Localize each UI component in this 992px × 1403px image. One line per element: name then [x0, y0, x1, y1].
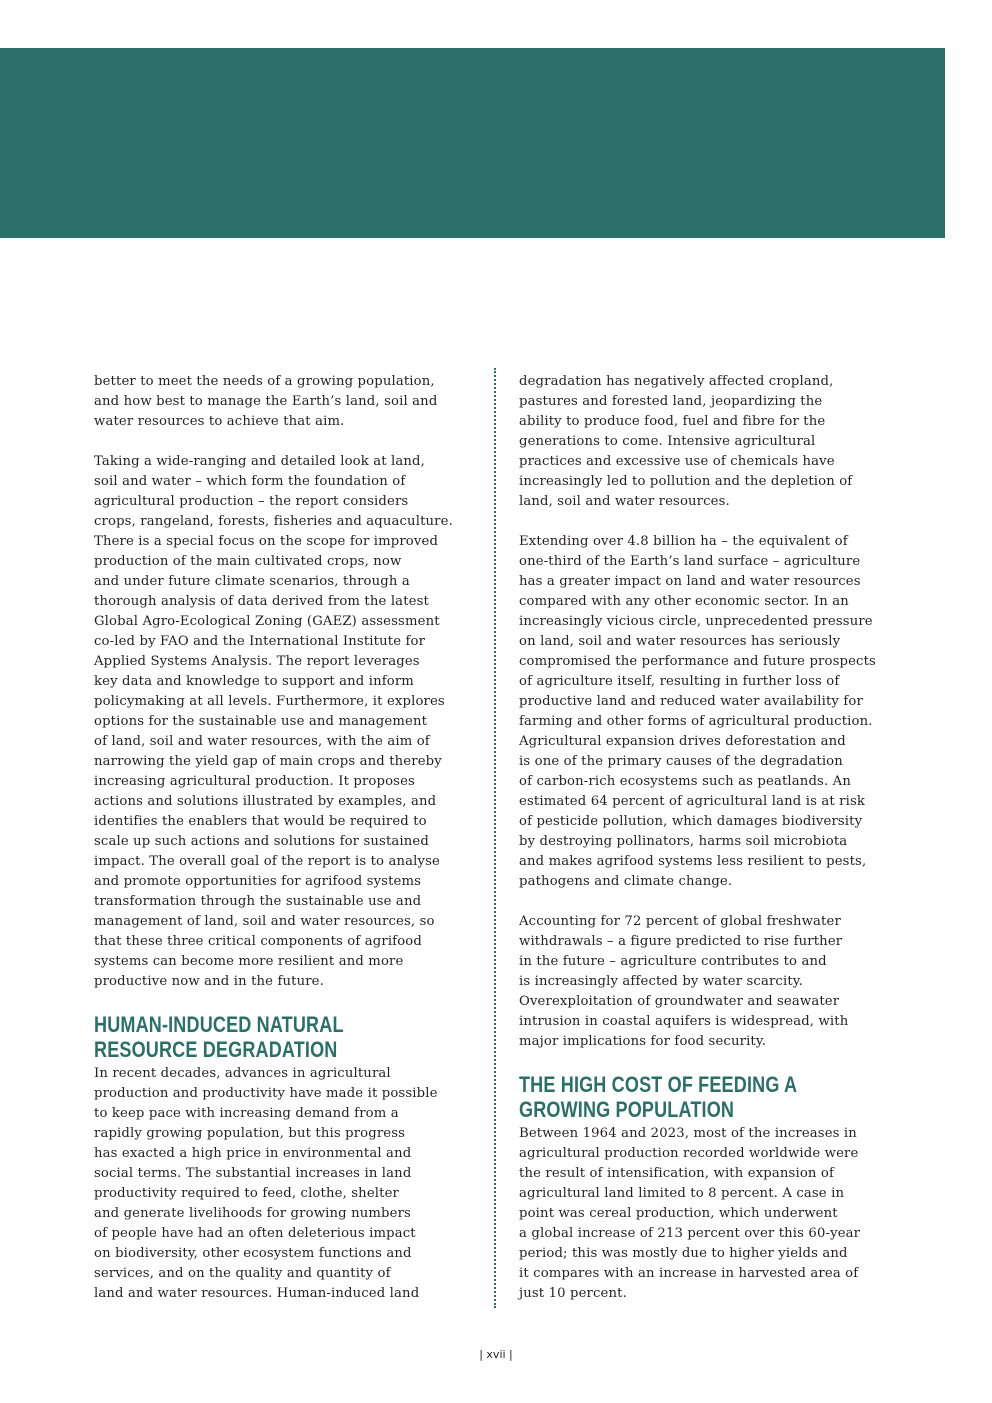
text-line: identifies the enablers that would be required to [94, 814, 427, 829]
right-column [519, 372, 909, 1324]
text-line: scale up such actions and solutions for sustained [94, 834, 429, 849]
text-line: THE HIGH COST OF FEEDING A [519, 1072, 798, 1097]
text-line: Global Agro-Ecological Zoning (GAEZ) assessment [94, 614, 440, 629]
text-line: withdrawals – a figure predicted to rise further [519, 934, 843, 949]
text-line: on land, soil and water resources has seriously [519, 634, 841, 649]
text-line: soil and water – which form the foundation of [94, 474, 406, 489]
text-line: services, and on the quality and quantity of [94, 1266, 391, 1281]
text-line: actions and solutions illustrated by examples, and [94, 794, 437, 809]
column-divider [494, 368, 496, 1308]
text-line: compared with any other economic sector. In an [519, 594, 849, 609]
text-line: systems can become more resilient and more [94, 954, 404, 969]
text-line: of land, soil and water resources, with the aim of [94, 734, 430, 749]
section-heading-high-cost-feeding [519, 1072, 839, 1122]
text-line: a global increase of 213 percent over this 60-year [519, 1226, 861, 1241]
text-line: by destroying pollinators, harms soil microbiota [519, 834, 848, 849]
text-line: In recent decades, advances in agricultural [94, 1066, 391, 1081]
text-line: the result of intensification, with expansion of [519, 1166, 835, 1181]
paragraph [519, 912, 909, 1052]
text-line: agricultural production recorded worldwide were [519, 1146, 859, 1161]
page-number: | xvii | [479, 1348, 513, 1361]
text-line: has exacted a high price in environmental and [94, 1146, 412, 1161]
header-banner [0, 48, 945, 238]
text-line: Applied Systems Analysis. The report leverages [94, 654, 420, 669]
text-line: increasing agricultural production. It proposes [94, 774, 415, 789]
text-line: increasingly vicious circle, unprecedented pressure [519, 614, 873, 629]
text-line: co-led by FAO and the International Institute for [94, 634, 426, 649]
text-line: transformation through the sustainable use and [94, 894, 422, 909]
text-line: has a greater impact on land and water resources [519, 574, 861, 589]
text-line: Overexploitation of groundwater and seawater [519, 994, 840, 1009]
text-line: Between 1964 and 2023, most of the increases in [519, 1126, 857, 1141]
text-line: on biodiversity, other ecosystem functions and [94, 1246, 412, 1261]
text-line: major implications for food security. [519, 1034, 767, 1049]
text-line: Taking a wide-ranging and detailed look at land, [94, 454, 425, 469]
text-line: production of the main cultivated crops, now [94, 554, 402, 569]
text-line: and generate livelihoods for growing numbers [94, 1206, 411, 1221]
text-line: RESOURCE DEGRADATION [94, 1037, 338, 1062]
text-line: is one of the primary causes of the degradation [519, 754, 843, 769]
text-line: HUMAN-INDUCED NATURAL [94, 1012, 344, 1037]
text-line: Accounting for 72 percent of global freshwater [519, 914, 841, 929]
text-line: and how best to manage the Earth’s land, soil and [94, 394, 438, 409]
text-line: intrusion in coastal aquifers is widespread, with [519, 1014, 849, 1029]
paragraph [519, 1124, 909, 1304]
text-line: Extending over 4.8 billion ha – the equivalent of [519, 534, 848, 549]
text-line: degradation has negatively affected cropland, [519, 374, 834, 389]
text-line: farming and other forms of agricultural production. [519, 714, 873, 729]
text-line: of people have had an often deleterious impact [94, 1226, 416, 1241]
text-line: one-third of the Earth’s land surface – agriculture [519, 554, 861, 569]
text-line: productive land and reduced water availability for [519, 694, 863, 709]
text-line: of pesticide pollution, which damages biodiversity [519, 814, 863, 829]
text-line: pastures and forested land, jeopardizing the [519, 394, 823, 409]
text-line: and promote opportunities for agrifood systems [94, 874, 422, 889]
text-line: practices and excessive use of chemicals have [519, 454, 835, 469]
text-line: of agriculture itself, resulting in further loss of [519, 674, 840, 689]
text-line: and under future climate scenarios, through a [94, 574, 410, 589]
text-line: land, soil and water resources. [519, 494, 730, 509]
text-line: to keep pace with increasing demand from a [94, 1106, 399, 1121]
text-line: narrowing the yield gap of main crops and thereby [94, 754, 442, 769]
text-line: estimated 64 percent of agricultural land is at risk [519, 794, 866, 809]
paragraph [94, 452, 484, 992]
paragraph [94, 372, 484, 432]
text-line: crops, rangeland, forests, fisheries and aquaculture. [94, 514, 453, 529]
text-line: ability to produce food, fuel and fibre for the [519, 414, 826, 429]
text-line: that these three critical components of agrifood [94, 934, 422, 949]
text-line: social terms. The substantial increases in land [94, 1166, 412, 1181]
text-line: impact. The overall goal of the report is to analyse [94, 854, 440, 869]
text-line: generations to come. Intensive agricultural [519, 434, 816, 449]
text-line: There is a special focus on the scope for improved [94, 534, 439, 549]
text-line: pathogens and climate change. [519, 874, 733, 889]
text-line: land and water resources. Human-induced land [94, 1286, 420, 1301]
text-line: key data and knowledge to support and inform [94, 674, 414, 689]
text-line: thorough analysis of data derived from the latest [94, 594, 429, 609]
text-line: increasingly led to pollution and the depletion of [519, 474, 853, 489]
text-line: compromised the performance and future prospects [519, 654, 876, 669]
text-line: options for the sustainable use and management [94, 714, 428, 729]
text-line: policymaking at all levels. Furthermore, it explores [94, 694, 445, 709]
left-column [94, 372, 484, 1324]
text-line: Agricultural expansion drives deforestation and [519, 734, 846, 749]
text-line: period; this was mostly due to higher yields and [519, 1246, 848, 1261]
text-line: rapidly growing population, but this progress [94, 1126, 406, 1141]
text-line: is increasingly affected by water scarcity. [519, 974, 803, 989]
text-line: productive now and in the future. [94, 974, 324, 989]
text-line: point was cereal production, which underwent [519, 1206, 838, 1221]
text-line: better to meet the needs of a growing population, [94, 374, 435, 389]
text-line: productivity required to feed, clothe, shelter [94, 1186, 399, 1201]
text-line: just 10 percent. [519, 1286, 627, 1301]
text-line: production and productivity have made it possible [94, 1086, 438, 1101]
text-line: agricultural production – the report considers [94, 494, 409, 509]
text-line: water resources to achieve that aim. [94, 414, 345, 429]
paragraph [519, 372, 909, 512]
paragraph [519, 532, 909, 892]
text-line: it compares with an increase in harvested area of [519, 1266, 859, 1281]
text-line: management of land, soil and water resources, so [94, 914, 435, 929]
text-line: and makes agrifood systems less resilient to pests, [519, 854, 867, 869]
text-line: GROWING POPULATION [519, 1097, 735, 1122]
text-line: of carbon-rich ecosystems such as peatlands. An [519, 774, 851, 789]
section-heading-natural-resource-degradation [94, 1012, 414, 1062]
text-line: in the future – agriculture contributes to and [519, 954, 827, 969]
paragraph [94, 1064, 484, 1304]
text-line: agricultural land limited to 8 percent. A case in [519, 1186, 845, 1201]
